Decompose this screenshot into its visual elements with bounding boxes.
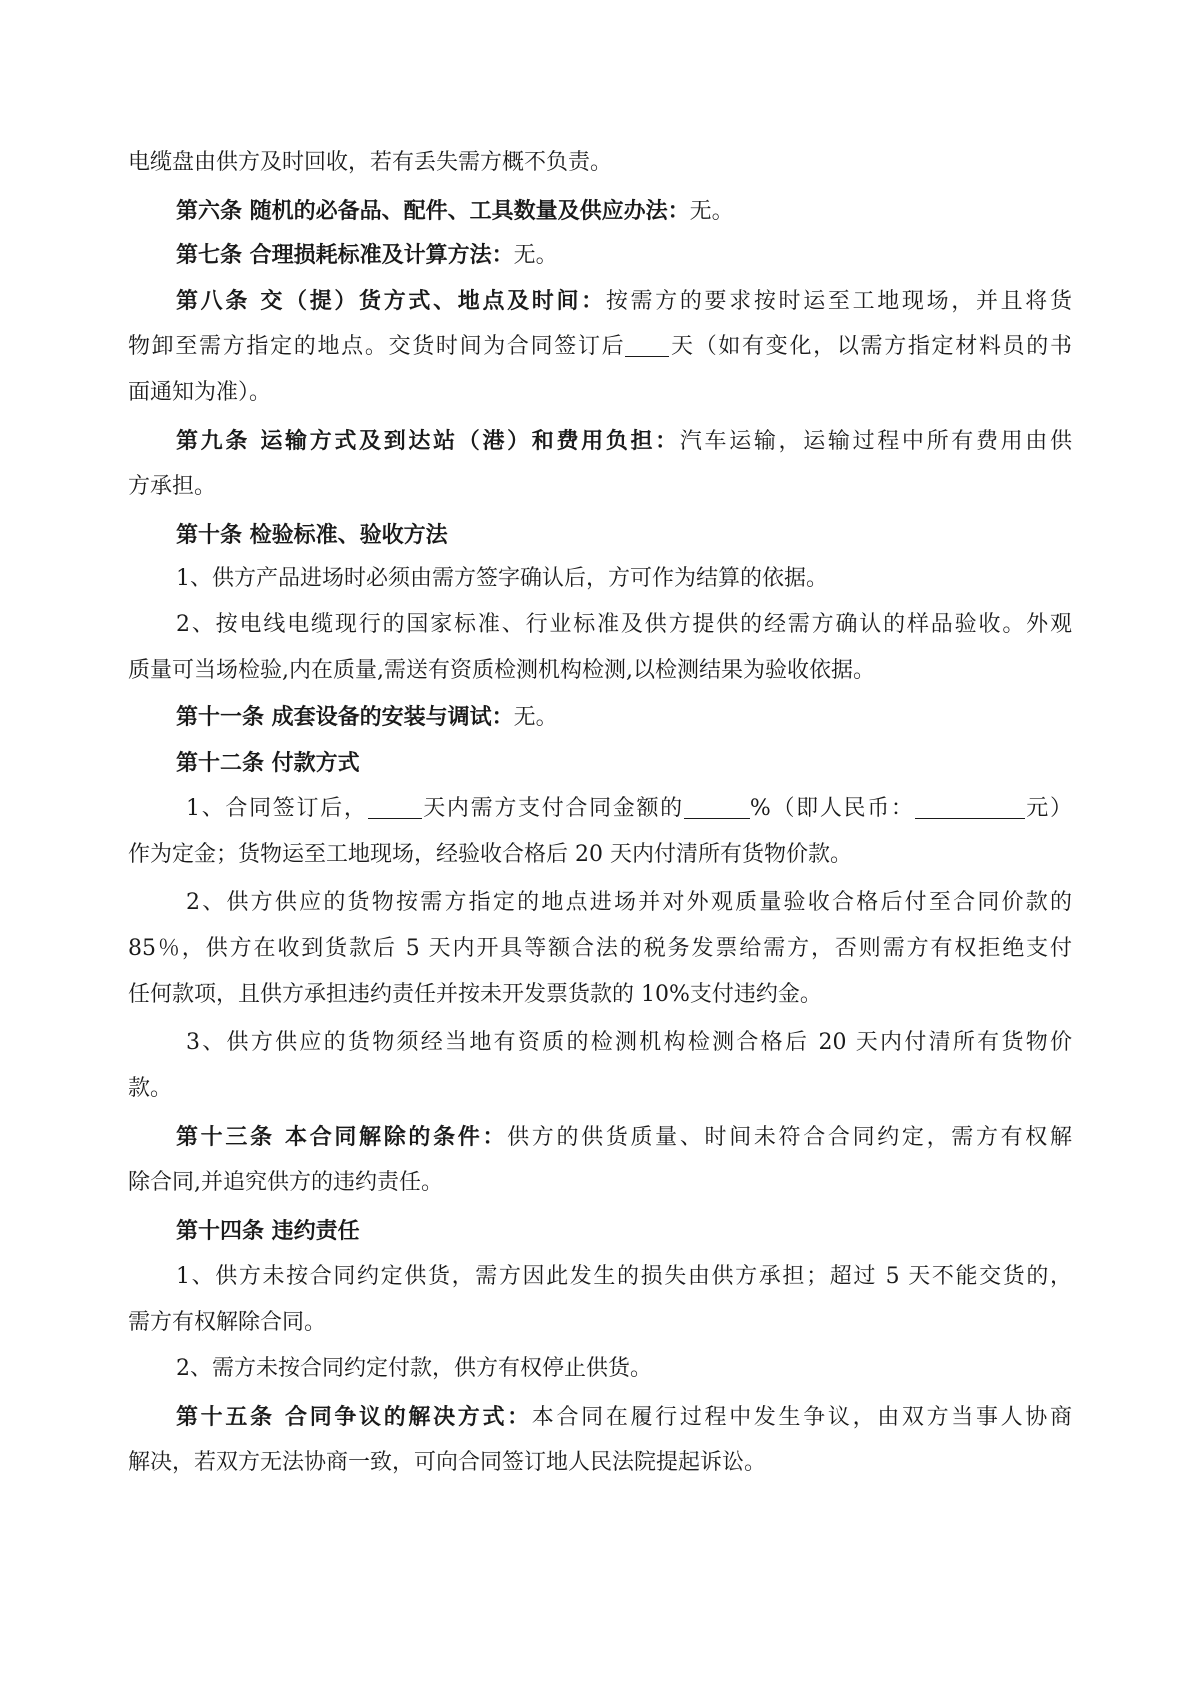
article-15-line-1: 第十五条 合同争议的解决方式：本合同在履行过程中发生争议，由双方当事人协商: [176, 1404, 1072, 1430]
article-8-line-2: 物卸至需方指定的地点。交货时间为合同签订后 天（如有变化，以需方指定材料员的书: [128, 334, 1072, 359]
article-10-item-1: 1、供方产品进场时必须由需方签字确认后，方可作为结算的依据。: [176, 566, 828, 591]
article-14-heading: 第十四条 违约责任: [176, 1218, 360, 1244]
article-11-heading: 第十一条 成套设备的安装与调试：: [176, 704, 514, 730]
article-14-item-1-line-1: 1、供方未按合同约定供货，需方因此发生的损失由供方承担；超过 5 天不能交货的，: [176, 1264, 1072, 1289]
delivery-days-blank: [625, 334, 669, 357]
deposit-amount-blank: [915, 796, 1025, 819]
article-15-line-2: 解决，若双方无法协商一致，可向合同签订地人民法院提起诉讼。: [128, 1450, 767, 1475]
article-7-heading: 第七条 合理损耗标准及计算方法：: [176, 242, 514, 268]
article-6: [176, 196, 734, 227]
article-10-item-2-line-1: 2、按电线电缆现行的国家标准、行业标准及供方提供的经需方确认的样品验收。外观: [176, 612, 1072, 637]
article-12-item-2-line-3: 任何款项，且供方承担违约责任并按未开发票货款的 10%支付违约金。: [128, 982, 822, 1007]
article-7: [176, 240, 558, 271]
article-12-item-2-line-1: 2、供方供应的货物按需方指定的地点进场并对外观质量验收合格后付至合同价款的: [186, 890, 1072, 915]
paragraph-cable-reel: 电缆盘由供方及时回收，若有丢失需方概不负责。: [128, 150, 613, 175]
article-12-item-3-line-1: 3、供方供应的货物须经当地有资质的检测机构检测合格后 20 天内付清所有货物价: [186, 1030, 1072, 1055]
article-12-item-1-line-1: 1、合同签订后， 天内需方支付合同金额的 %（即人民币： 元）: [186, 796, 1072, 821]
article-10-heading: 第十条 检验标准、验收方法: [176, 522, 448, 548]
article-9-heading: 第九条 运输方式及到达站（港）和费用负担：: [176, 428, 680, 454]
article-10-item-2-line-2: 质量可当场检验,内在质量,需送有资质检测机构检测,以检测结果为验收依据。: [128, 658, 875, 683]
article-12-heading: 第十二条 付款方式: [176, 750, 360, 776]
article-8-heading: 第八条 交（提）货方式、地点及时间：: [176, 288, 606, 314]
article-9-line-1: 第九条 运输方式及到达站（港）和费用负担：汽车运输，运输过程中所有费用由供: [176, 428, 1072, 454]
article-13-line-2: 除合同,并追究供方的违约责任。: [128, 1170, 443, 1195]
article-13-heading: 第十三条 本合同解除的条件：: [176, 1124, 508, 1150]
article-11: [176, 702, 558, 733]
article-12-item-2-line-2: 85％，供方在收到货款后 5 天内开具等额合法的税务发票给需方，否则需方有权拒绝支付: [128, 936, 1072, 961]
article-15-heading: 第十五条 合同争议的解决方式：: [176, 1404, 532, 1430]
deposit-percent-blank: [684, 796, 750, 819]
deposit-days-blank: [368, 796, 422, 819]
article-14-item-2: 2、需方未按合同约定付款，供方有权停止供货。: [176, 1356, 652, 1381]
article-12-item-3-line-2: 款。: [128, 1076, 173, 1101]
article-13-line-1: 第十三条 本合同解除的条件：供方的供货质量、时间未符合合同约定，需方有权解: [176, 1124, 1072, 1150]
article-7-body: 无。: [513, 243, 558, 268]
article-14-item-1-line-2: 需方有权解除合同。: [128, 1310, 327, 1335]
article-6-heading: 第六条 随机的必备品、配件、工具数量及供应办法：: [176, 198, 690, 224]
article-8-line-3: 面通知为准）。: [128, 380, 272, 405]
article-9-line-2: 方承担。: [128, 474, 217, 499]
article-8-line-1: 第八条 交（提）货方式、地点及时间：按需方的要求按时运至工地现场，并且将货: [176, 288, 1072, 314]
article-12-item-1-line-2: 作为定金；货物运至工地现场，经验收合格后 20 天内付清所有货物价款。: [128, 842, 852, 867]
article-11-body: 无。: [513, 705, 558, 730]
article-6-body: 无。: [689, 199, 734, 224]
